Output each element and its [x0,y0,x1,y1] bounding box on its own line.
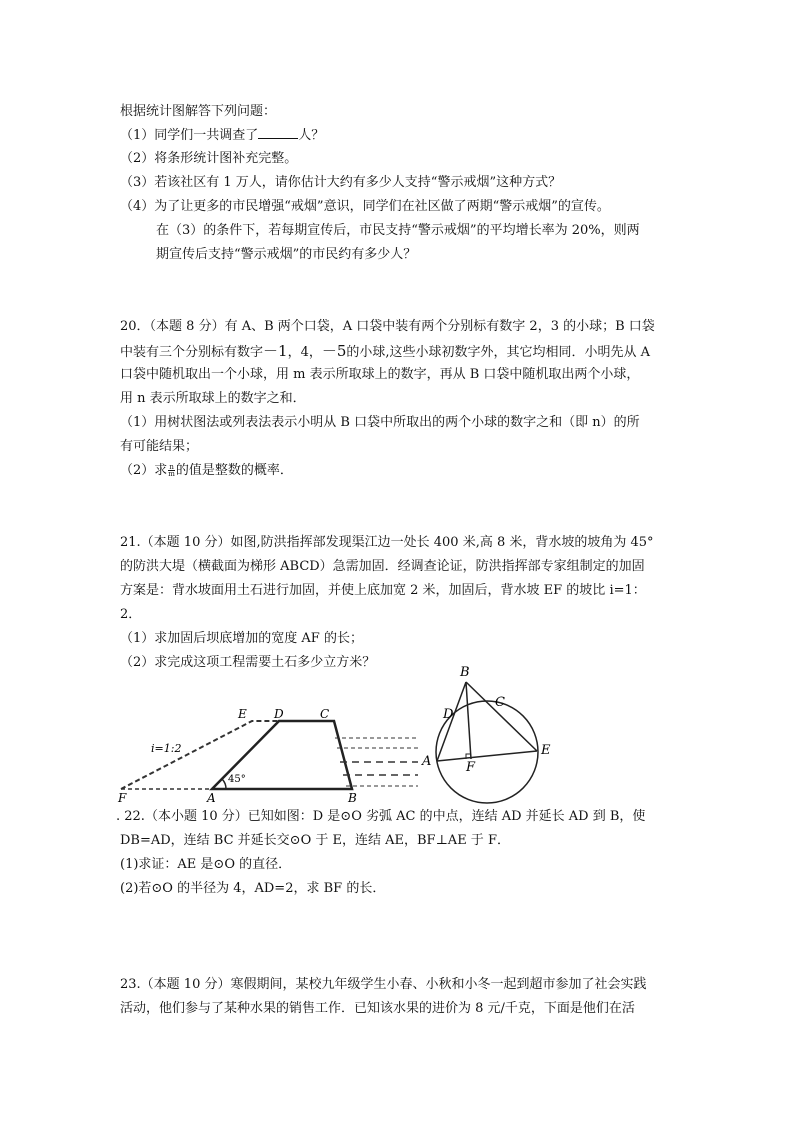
reinforcement-outline [121,721,279,789]
embankment-figure [117,707,418,805]
q20-line2-b: ，4， [287,345,322,360]
q22-line1: . 22.（本小题 10 分）已知如图：D 是⊙O 劣弧 AC 的中点，连结 AD 并延长 AD 到 B，使 [116,809,646,824]
label-D: D [443,707,454,722]
q21-line4: 2． [120,607,142,622]
q19-part1-text-a: （1）同学们一共调查了 [120,128,259,143]
segment-be [466,682,537,751]
q20-number-neg5: －5 [321,342,347,360]
q20-line5: （1）用树状图法或列表法表示小明从 B 口袋中所取出的两个小球的数字之和（即 n）的所 [120,415,640,430]
label-A: A [207,791,216,805]
q20-line7-a: （2）求 [120,463,168,478]
label-E: E [541,743,551,758]
q20-line6: 有可能结果； [120,439,199,454]
q21-line1: 21.（本题 10 分）如图,防洪指挥部发现渠江边一处长 400 米,高 8 米，背水坡的坡角为 45° [120,535,654,550]
segment-ae [437,751,537,761]
angle-arc [222,779,226,789]
q20-line3: 口袋中随机取出一个小球，用 m 表示所取球上的数字，再从 B 口袋中随机取出两个小球， [120,367,640,382]
q19-part2: （2）将条形统计图补充完整。 [120,151,298,166]
label-A: A [422,754,432,769]
q20-line1: 20．（本题 8 分）有 A、B 两个口袋，A 口袋中装有两个分别标有数字 2，3 的小球；B 口袋 [120,319,655,334]
intro-text: 根据统计图解答下列问题： [120,104,277,119]
label-F: F [466,760,476,775]
q23-line2: 活动，他们参与了某种水果的销售工作．已知该水果的进价为 8 元/千克，下面是他们在活 [120,1001,635,1016]
q20-line2-a: 中装有三个分别标有数字 [120,345,264,360]
label-B: B [348,791,357,805]
fraction-denominator: m [168,470,175,478]
segment-bf [466,682,471,759]
q19-part1-text-b: 人？ [298,128,325,143]
label-F: F [118,791,127,805]
q21-line3: 方案是：背水坡面用土石进行加固，并使上底加宽 2 米，加固后，背水坡 EF 的坡比 i=1： [120,583,646,598]
q22-line4: (2)若⊙O 的半径为 4，AD=2，求 BF 的长． [120,881,386,896]
label-C: C [320,707,330,721]
q21-line6: （2）求完成这项工程需要土石多少立方米？ [120,655,376,670]
q22-line2: DB=AD，连结 BC 并延长交⊙O 于 E，连结 AE，BF⊥AE 于 F． [120,833,510,848]
slope-ratio-label: i=1:2 [151,742,182,755]
q21-line2: 的防洪大堤（横截面为梯形 ABCD）急需加固．经调查论证，防洪指挥部专家组制定的加固 [120,559,645,574]
label-E: E [238,707,247,721]
angle-label: 45° [228,774,246,785]
label-C: C [495,695,505,710]
q20-number-neg1: －1 [263,342,288,360]
q20-line7-b: 的值是整数的概率． [175,463,293,478]
fraction-numerator: n [169,463,174,471]
q22-line3: (1)求证：AE 是⊙O 的直径． [120,857,292,872]
q19-part4-line1: （4）为了让更多的市民增强“戒烟”意识，同学们在社区做了两期“警示戒烟”的宣传。 [120,199,610,214]
q23-line1: 23.（本题 10 分）寒假期间，某校九年级学生小春、小秋和小冬一起到超市参加了社会实践 [120,977,647,992]
label-B: B [460,665,470,680]
q19-part3: （3）若该社区有 1 万人，请你估计大约有多少人支持“警示戒烟”这种方式？ [120,175,562,190]
q19-part4-line3: 期宣传后支持“警示戒烟”的市民约有多少人？ [156,247,417,262]
label-D: D [274,707,284,721]
q21-line5: （1）求加固后坝底增加的宽度 AF 的长； [120,631,363,646]
q20-line4: 用 n 表示所取球上的数字之和． [120,391,306,406]
circle-figure [421,665,551,803]
q20-line2-c: 的小球,这些小球初数字外，其它均相同．小明先从 A [346,345,651,360]
q19-part4-line2: 在（3）的条件下，若每期宣传后，市民支持“警示戒烟”的平均增长率为 20%，则两 [156,223,640,238]
